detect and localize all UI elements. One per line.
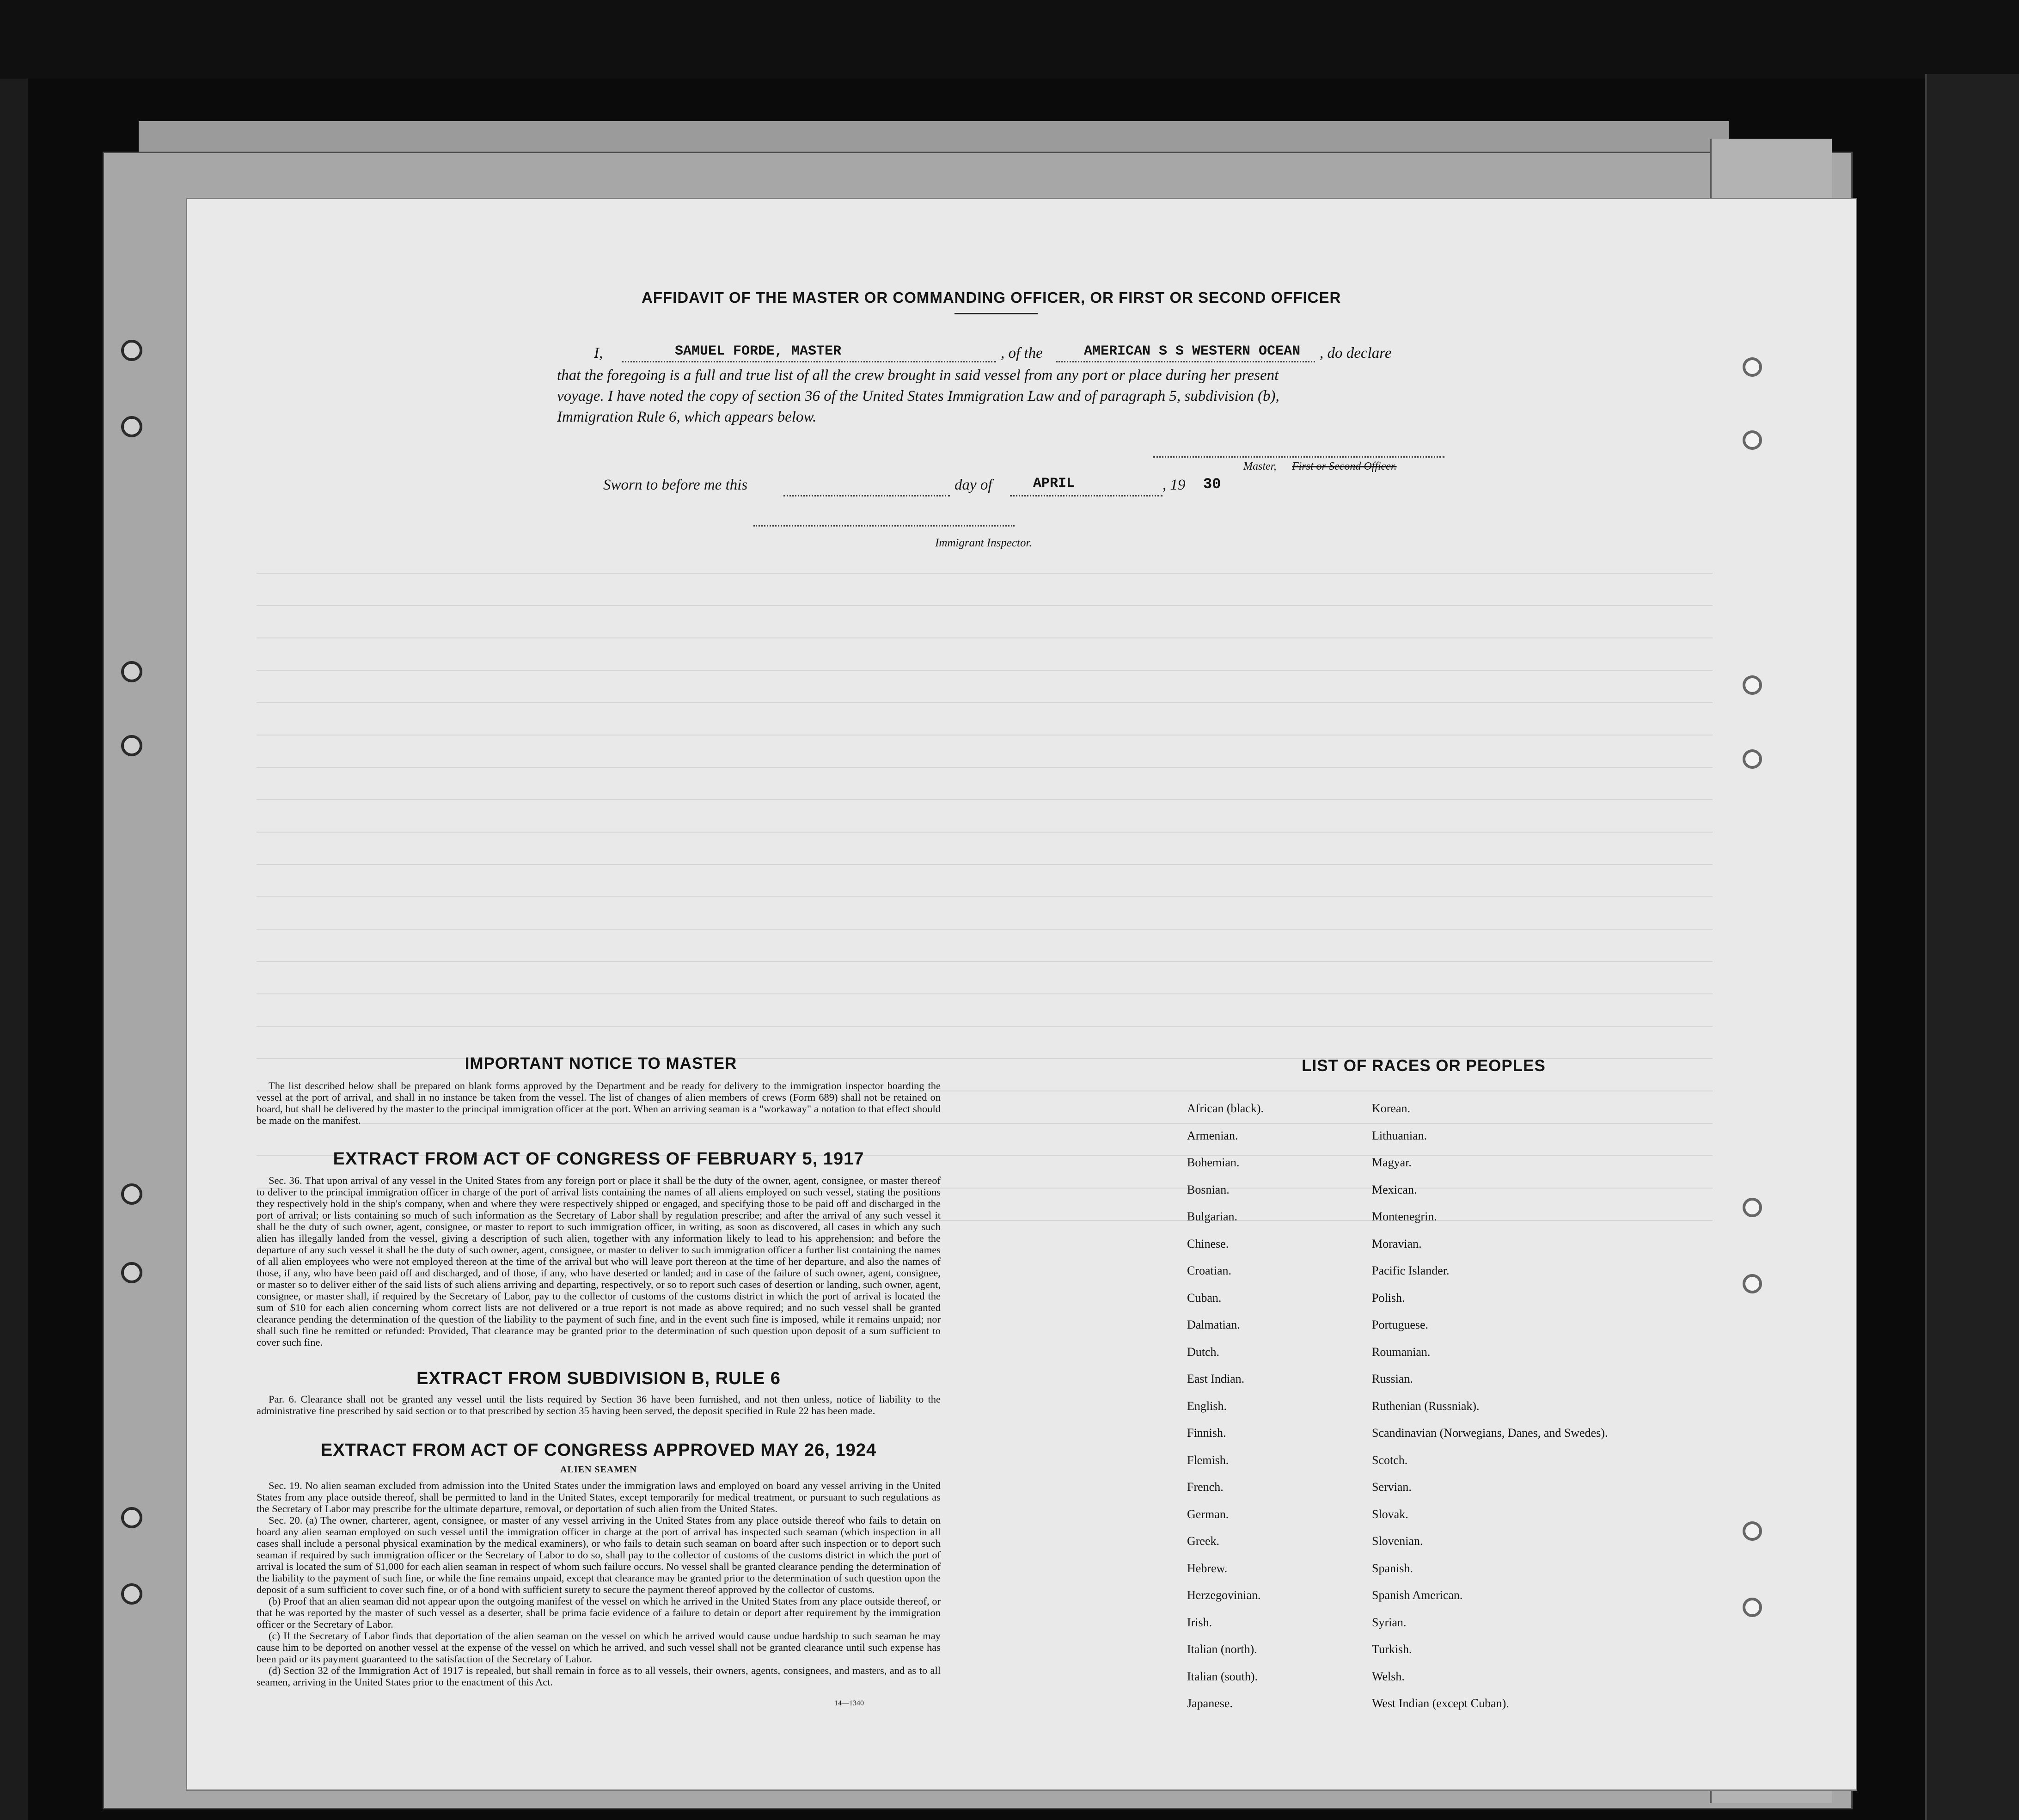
punch-hole [121, 1183, 142, 1205]
extract-1917-text [257, 1175, 941, 1348]
extract-1917-title: EXTRACT FROM ACT OF CONGRESS OF FEBRUARY 5, 1917 [333, 1149, 864, 1169]
notice-title: IMPORTANT NOTICE TO MASTER [465, 1054, 737, 1072]
punch-hole [1743, 430, 1762, 450]
punch-hole [1743, 675, 1762, 695]
rule6-paragraph: Par. 6. Clearance shall not be granted any vessel until the lists required by Section 36 have been furnished, and not then unless, notice of liability to the administrative fine prescribed by said section or to that prescribed by section 35 having been served, the deposit specified in Rule 22 has been made. [257, 1393, 941, 1416]
extract-1924-paragraph: (d) Section 32 of the Immigration Act of 1917 is repealed, but shall remain in force as to all vessels, their owners, agents, consignees, and masters, and as to all seamen, arriving in the United States prior to the enactment of this Act. [257, 1665, 941, 1688]
punch-hole [121, 340, 142, 361]
do-declare-label: , do declare [1320, 345, 1392, 362]
race-item: Magyar. [1372, 1156, 1412, 1169]
race-item: Korean. [1372, 1102, 1411, 1115]
race-item: Portuguese. [1372, 1318, 1429, 1331]
affidavit-text-line: voyage. I have noted the copy of section 36 of the United States Immigration Law and of paragraph 5, subdivision (b), [557, 388, 1279, 404]
race-item: Roumanian. [1372, 1345, 1431, 1359]
race-item: Servian. [1372, 1480, 1412, 1494]
punch-hole [121, 416, 142, 437]
race-item: Spanish American. [1372, 1588, 1463, 1602]
race-item: Italian (south). [1187, 1669, 1258, 1683]
race-item: Montenegrin. [1372, 1210, 1437, 1223]
affidavit-title: AFFIDAVIT OF THE MASTER OR COMMANDING OFFICER, OR FIRST OR SECOND OFFICER [642, 289, 1341, 306]
signature-caption-struck: First or Second Officer. [1292, 460, 1397, 472]
of-the-label: , of the [1001, 345, 1043, 362]
extract-1924-paragraph: (b) Proof that an alien seaman did not appear upon the outgoing manifest of the vessel on which he arrived in the United States from any place outside thereof, or that he was reported by the master of such vessel as a deserter, shall be prima facie evidence of a failure to detain or deport after requirement by the immigration officer or the Secretary of Labor. [257, 1595, 941, 1630]
race-item: Dalmatian. [1187, 1318, 1240, 1331]
rule6-title: EXTRACT FROM SUBDIVISION B, RULE 6 [416, 1369, 781, 1388]
alien-seamen-subtitle: ALIEN SEAMEN [560, 1465, 637, 1475]
race-item: English. [1187, 1399, 1227, 1413]
race-item: Dutch. [1187, 1345, 1220, 1359]
vessel-name-rule [1056, 361, 1315, 362]
race-item: Italian (north). [1187, 1642, 1257, 1656]
scan-left-edge [0, 79, 28, 1820]
master-name-rule [622, 361, 996, 362]
rule6-text [257, 1393, 941, 1416]
extract-1924-title: EXTRACT FROM ACT OF CONGRESS APPROVED MAY 26, 1924 [320, 1440, 877, 1460]
race-item: Bohemian. [1187, 1156, 1240, 1169]
punch-hole [121, 661, 142, 682]
race-item: Slovenian. [1372, 1534, 1423, 1548]
race-item: Finnish. [1187, 1426, 1226, 1440]
signature-line [1153, 456, 1444, 458]
race-item: Chinese. [1187, 1237, 1229, 1250]
day-of-label: day of [954, 477, 992, 493]
title-underline [954, 313, 1038, 314]
extract-1917-paragraph: Sec. 36. That upon arrival of any vessel in the United States from any foreign port or place it shall be the duty of the owner, agent, consignee, or master thereof to deliver to the principal immigration officer in charge of the port of arrival lists containing the names of all aliens employed on such vessel, stating the positions they respectively hold in the ship's company, when and where they were respectively shipped or engaged, and specifying those to be paid off and discharged in the port of arrival; or lists containing so much of such information as the Secretary of Labor shall by regulation prescribe; and after the arrival of any such vessel it shall be the duty of such owner, agent, consignee, or master to report to such immigration officer, in writing, as soon as discovered, all cases in which any such alien has illegally landed from the vessel, giving a description of such alien, together with any information likely to lead to his apprehension; and before the departure of any such vessel it shall be the duty of such owner, agent, consignee, or master to deliver to such immigration officer a further list containing the names of all alien employees who were not employed thereon at the time of the arrival but who will leave port thereon at the time of her departure, and also the names of those, if any, who have been paid off and discharged, and of those, if any, who have deserted or landed; and in case of the failure of such owner, agent, consignee, or master so to deliver either of the said lists of such aliens arriving and departing, respectively, or so to report such cases of desertion or landing, such owner, agent, consignee, or master shall, if required by the Secretary of Labor, pay to the collector of customs of the customs district in which the port of arrival is located the sum of $10 for each alien concerning whom correct lists are not delivered or a true report is not made as above required; and no such vessel shall be granted clearance pending the determination of the question of the liability to the payment of such fine, and in the event such fine is imposed, while it remains unpaid; nor shall such fine be remitted or refunded: Provided, That clearance may be granted prior to the determination of such question upon deposit of a sum sufficient to cover such fine. [257, 1175, 941, 1348]
race-item: Scandinavian (Norwegians, Danes, and Swedes). [1372, 1426, 1608, 1440]
race-item: Cuban. [1187, 1291, 1222, 1305]
race-item: Ruthenian (Russniak). [1372, 1399, 1480, 1413]
extract-1924-paragraph: Sec. 20. (a) The owner, charterer, agent, consignee, or master of any vessel arriving in the United States from any place outside thereof who fails to detain on board any alien seaman employed on such vessel until the immigration officer in charge at the port of arrival has inspected such seaman (which inspection in all cases shall include a personal physical examination by the medical examiners), or who fails to detain such seaman on board after such inspection or to deport such seaman if required by such immigration officer or the Secretary of Labor to do so, shall pay to the collector of customs of the customs district in which the port of arrival is located the sum of $1,000 for each alien seaman in respect of whom such failure occurs. No vessel shall be granted clearance pending the determination of the liability to the payment of such fine, or while the fine remains unpaid, except that clearance may be granted prior to the determination of such question upon the deposit of a sum sufficient to cover such fine, or of a bond with sufficient surety to secure the payment thereof approved by the collector of customs. [257, 1514, 941, 1595]
day-rule [783, 495, 950, 496]
affidavit-i-label: I, [594, 345, 603, 362]
year-suffix: 30 [1203, 476, 1221, 493]
race-item: Croatian. [1187, 1264, 1232, 1277]
race-item: Mexican. [1372, 1183, 1417, 1196]
race-item: Armenian. [1187, 1128, 1238, 1142]
scan-top-border [0, 0, 2019, 79]
inspector-line [753, 525, 1015, 527]
race-item: Hebrew. [1187, 1561, 1228, 1575]
race-item: Scotch. [1372, 1453, 1408, 1467]
race-item: Spanish. [1372, 1561, 1413, 1575]
scan-right-edge [1925, 74, 2019, 1820]
signature-caption-prefix: Master, [1243, 460, 1277, 472]
vessel-name: AMERICAN S S WESTERN OCEAN [1084, 343, 1301, 359]
race-item: Lithuanian. [1372, 1128, 1427, 1142]
race-item: Turkish. [1372, 1642, 1412, 1656]
punch-hole [1743, 1274, 1762, 1293]
punch-hole [1743, 357, 1762, 377]
punch-hole [121, 735, 142, 756]
race-item: Polish. [1372, 1291, 1405, 1305]
punch-hole [1743, 1598, 1762, 1617]
punch-hole [1743, 1521, 1762, 1541]
race-item: Irish. [1187, 1615, 1212, 1629]
race-item: Pacific Islander. [1372, 1264, 1450, 1277]
affidavit-text-line: Immigration Rule 6, which appears below. [557, 409, 817, 425]
punch-hole [121, 1507, 142, 1528]
extract-1924-text [257, 1480, 941, 1688]
affidavit-text-line: that the foregoing is a full and true list of all the crew brought in said vessel from any port or place during her present [557, 367, 1279, 384]
race-item: Bosnian. [1187, 1183, 1230, 1196]
race-item: Herzegovinian. [1187, 1588, 1261, 1602]
race-item: West Indian (except Cuban). [1372, 1697, 1509, 1710]
sworn-label: Sworn to before me this [603, 477, 748, 493]
punch-hole [1743, 749, 1762, 769]
race-item: Flemish. [1187, 1453, 1229, 1467]
month: APRIL [1033, 476, 1075, 491]
race-item: East Indian. [1187, 1372, 1245, 1385]
race-item: Japanese. [1187, 1697, 1233, 1710]
notice-text [257, 1080, 941, 1126]
race-item: Welsh. [1372, 1669, 1405, 1683]
race-item: Moravian. [1372, 1237, 1422, 1250]
race-item: Bulgarian. [1187, 1210, 1238, 1223]
extract-1924-paragraph: Sec. 19. No alien seaman excluded from admission into the United States under the immigration laws and employed on board any vessel arriving in the United States from any place outside thereof, shall be permitted to land in the United States, except temporarily for medical treatment, or pursuant to such regulations as the Secretary of Labor may prescribe for the ultimate departure, removal, or deportation of such alien from the United States. [257, 1480, 941, 1514]
race-item: Syrian. [1372, 1615, 1407, 1629]
master-name: SAMUEL FORDE, MASTER [675, 343, 842, 359]
year-prefix: , 19 [1162, 477, 1186, 493]
notice-paragraph: The list described below shall be prepared on blank forms approved by the Department and be ready for delivery to the immigration inspector boarding the vessel at the port of arrival, and shall in no instance be taken from the vessel. The list of changes of alien members of crews (Form 689) shall not be retained on board, but shall be delivered by the master to the principal immigration officer at the port. When an arriving seaman is a "workaway" a notation to that effect should be made on the manifest. [257, 1080, 941, 1126]
affidavit-sheet [186, 198, 1857, 1791]
race-item: German. [1187, 1507, 1229, 1521]
race-item: Greek. [1187, 1534, 1220, 1548]
race-item: Russian. [1372, 1372, 1413, 1385]
extract-1924-paragraph: (c) If the Secretary of Labor finds that deportation of the alien seaman on the vessel on which he arrived would cause undue hardship to such seaman he may cause him to be deported on another vessel at the expense of the vessel on which he arrived, and such vessel shall not be granted clearance until such expense has been paid or its payment guaranteed to the satisfaction of the Secretary of Labor. [257, 1630, 941, 1665]
punch-hole [121, 1583, 142, 1605]
form-number: 14—1340 [834, 1699, 864, 1707]
race-item: African (black). [1187, 1102, 1264, 1115]
punch-hole [1743, 1198, 1762, 1217]
punch-hole [121, 1262, 142, 1283]
month-rule [1010, 495, 1162, 496]
races-title: LIST OF RACES OR PEOPLES [1302, 1057, 1546, 1075]
race-item: Slovak. [1372, 1507, 1408, 1521]
race-item: French. [1187, 1480, 1224, 1494]
inspector-label: Immigrant Inspector. [935, 537, 1032, 549]
